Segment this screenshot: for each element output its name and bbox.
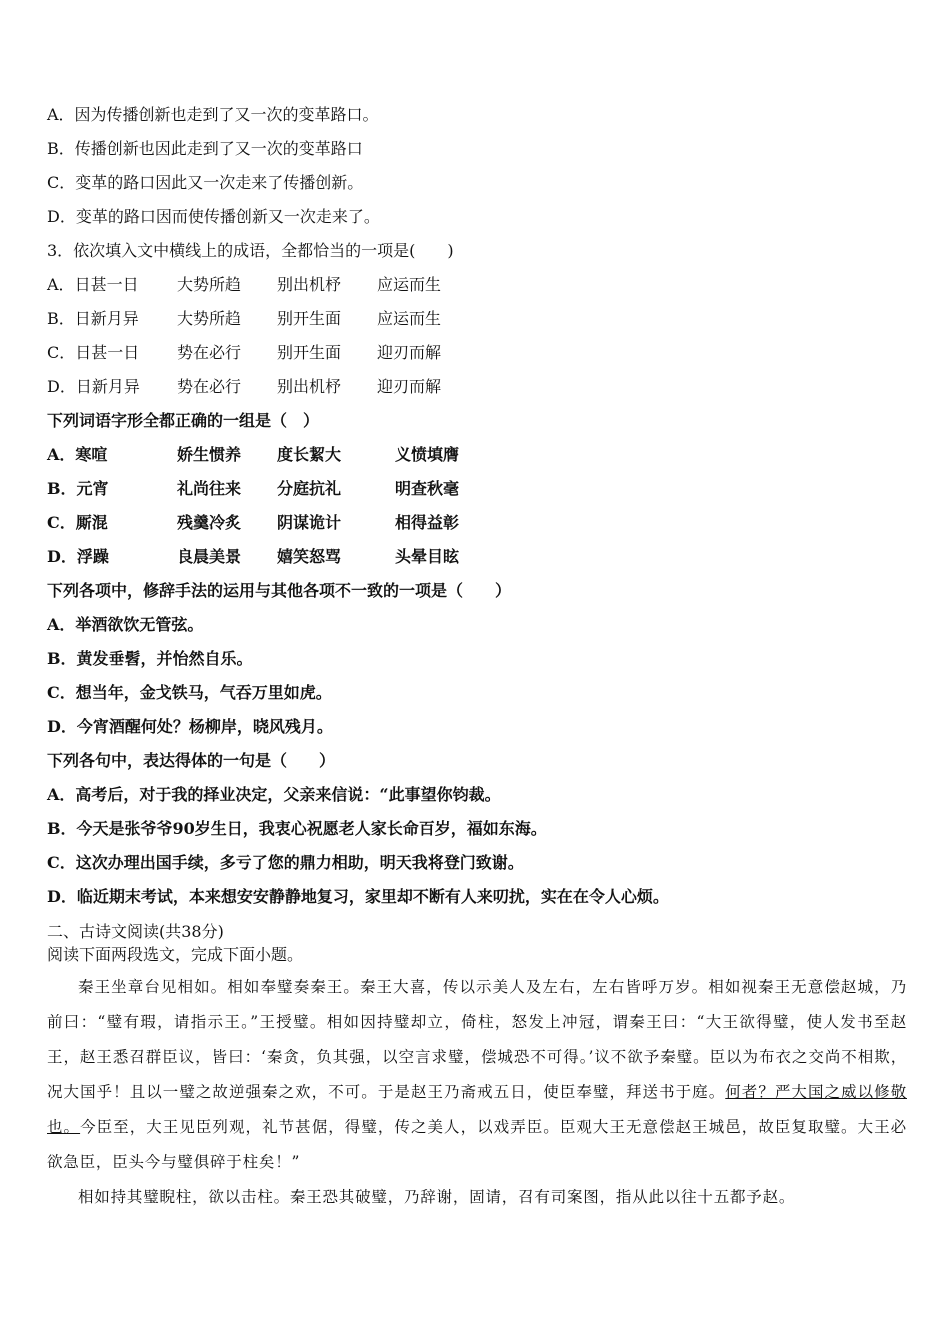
option-term: 良晨美景 [177, 547, 242, 566]
option-term: 头晕目眩 [395, 547, 460, 566]
q3-option-b[interactable] [47, 302, 907, 336]
option-term: 日甚一日 [75, 343, 140, 362]
option-term: 元宵 [76, 479, 109, 498]
passage-paragraph: 秦王坐章台见相如。相如奉璧奏秦王。秦王大喜，传以示美人及左右，左右皆呼万岁。相如视秦王无意偿赵城，乃前曰：“璧有瑕，请指示王。”王授璧。相如因持璧却立，倚柱，怒发上冲冠，谓秦王曰：“大王欲得璧，使人发书至赵王，赵王悉召群臣议，皆曰：‘秦贪，负其强，以空言求璧，偿城恐不可得。’议不欲予秦璧。臣以为布衣之交尚不相欺，况大国乎！且以一璧之故逆强秦之欢，不可。于是赵王乃斋戒五日，使臣奉璧，拜送书于庭。何者？严大国之威以修敬也。今臣至，大王见臣列观，礼节甚倨，得璧，传之美人，以戏弄臣。臣观大王无意偿赵王城邑，故臣复取璧。大王必欲急臣，臣头今与璧俱碎于柱矣！” [47, 978, 907, 1171]
q4-option-d[interactable] [47, 540, 907, 574]
option-term: 日新月异 [75, 377, 140, 396]
q4-option-a[interactable] [47, 438, 907, 472]
underlined-sentence: 何者？严大国之威以修敬也。 [47, 1083, 907, 1136]
q5-option-d[interactable]: D．今宵酒醒何处？杨柳岸，晓风残月。 [47, 717, 333, 736]
option-term: 应运而生 [377, 275, 442, 294]
option-term: 迎刃而解 [377, 377, 442, 396]
q4-option-c[interactable] [47, 506, 907, 540]
option-term: 大势所趋 [177, 309, 242, 328]
classical-reading-section [47, 920, 907, 1215]
q3-option-c[interactable] [47, 336, 907, 370]
option-label: B． [47, 479, 77, 498]
option-term: 别出机杼 [277, 275, 342, 294]
q5-option-a[interactable]: A．举酒欲饮无管弦。 [47, 615, 204, 634]
q2-option-c[interactable]: C．变革的路口因此又一次走来了传播创新。 [47, 173, 364, 192]
option-label: B． [47, 309, 75, 328]
option-term: 别开生面 [277, 343, 342, 362]
q6-stem: 下列各句中，表达得体的一句是（ ） [47, 751, 336, 770]
option-term: 别出机杼 [277, 377, 342, 396]
q6-option-c[interactable]: C．这次办理出国手续，多亏了您的鼎力相助，明天我将登门致谢。 [47, 853, 524, 872]
q2-options [47, 98, 907, 234]
option-term: 应运而生 [377, 309, 442, 328]
q2-option-d[interactable]: D．变革的路口因而使传播创新又一次走来了。 [47, 207, 380, 226]
option-term: 寒喧 [75, 445, 108, 464]
option-term: 势在必行 [177, 377, 242, 396]
question-6 [47, 744, 907, 914]
q2-option-a[interactable]: A．因为传播创新也走到了又一次的变革路口。 [47, 105, 379, 124]
q6-option-a[interactable]: A．高考后，对于我的择业决定，父亲来信说：“此事望你钧裁。 [47, 785, 501, 804]
option-term: 礼尚往来 [177, 479, 242, 498]
option-label: C． [47, 343, 76, 362]
option-term: 度长絜大 [277, 445, 342, 464]
q3-option-d[interactable] [47, 370, 907, 404]
q5-option-c[interactable]: C．想当年，金戈铁马，气吞万里如虎。 [47, 683, 332, 702]
option-term: 别开生面 [277, 309, 342, 328]
option-term: 大势所趋 [177, 275, 242, 294]
q6-option-d[interactable]: D．临近期末考试，本来想安安静静地复习，家里却不断有人来叨扰，实在在令人心烦。 [47, 887, 669, 906]
option-term: 日甚一日 [74, 275, 139, 294]
option-label: A． [47, 445, 76, 464]
option-term: 残羹冷炙 [177, 513, 242, 532]
q3-option-a[interactable] [47, 268, 907, 302]
exam-page [47, 98, 907, 1215]
option-term: 迎刃而解 [377, 343, 442, 362]
option-term: 义愤填膺 [395, 445, 460, 464]
q2-option-b[interactable]: B．传播创新也因此走到了又一次的变革路口 [47, 139, 363, 158]
option-term: 娇生惯养 [177, 445, 242, 464]
option-term: 阴谋诡计 [277, 513, 342, 532]
reading-passage [47, 970, 907, 1215]
option-term: 明查秋毫 [395, 479, 460, 498]
q4-stem: 下列词语字形全都正确的一组是（ ） [47, 411, 320, 430]
question-3 [47, 234, 907, 404]
q5-option-b[interactable]: B．黄发垂髫，并怡然自乐。 [47, 649, 253, 668]
option-term: 相得益彰 [395, 513, 460, 532]
section-instruction: 阅读下面两段选文，完成下面小题。 [47, 945, 304, 964]
passage-paragraph: 相如持其璧睨柱，欲以击柱。秦王恐其破璧，乃辞谢，固请，召有司案图，指从此以往十五都予赵。 [78, 1188, 796, 1206]
question-4 [47, 404, 907, 574]
q3-stem: 3．依次填入文中横线上的成语，全都恰当的一项是( ) [47, 241, 454, 260]
option-label: C． [47, 513, 76, 532]
option-label: A． [47, 275, 75, 294]
q5-stem: 下列各项中，修辞手法的运用与其他各项不一致的一项是（ ） [47, 581, 512, 600]
section-title: 二、古诗文阅读(共38分) [47, 922, 224, 941]
q6-option-b[interactable]: B．今天是张爷爷90岁生日，我衷心祝愿老人家长命百岁，福如东海。 [47, 819, 547, 838]
question-5 [47, 574, 907, 744]
option-term: 日新月异 [74, 309, 139, 328]
option-label: D． [47, 377, 76, 396]
option-label: D． [47, 547, 77, 566]
option-term: 分庭抗礼 [277, 479, 342, 498]
option-term: 厮混 [75, 513, 108, 532]
option-term: 势在必行 [177, 343, 242, 362]
q4-option-b[interactable] [47, 472, 907, 506]
option-term: 嬉笑怒骂 [277, 547, 342, 566]
option-term: 浮躁 [76, 547, 109, 566]
